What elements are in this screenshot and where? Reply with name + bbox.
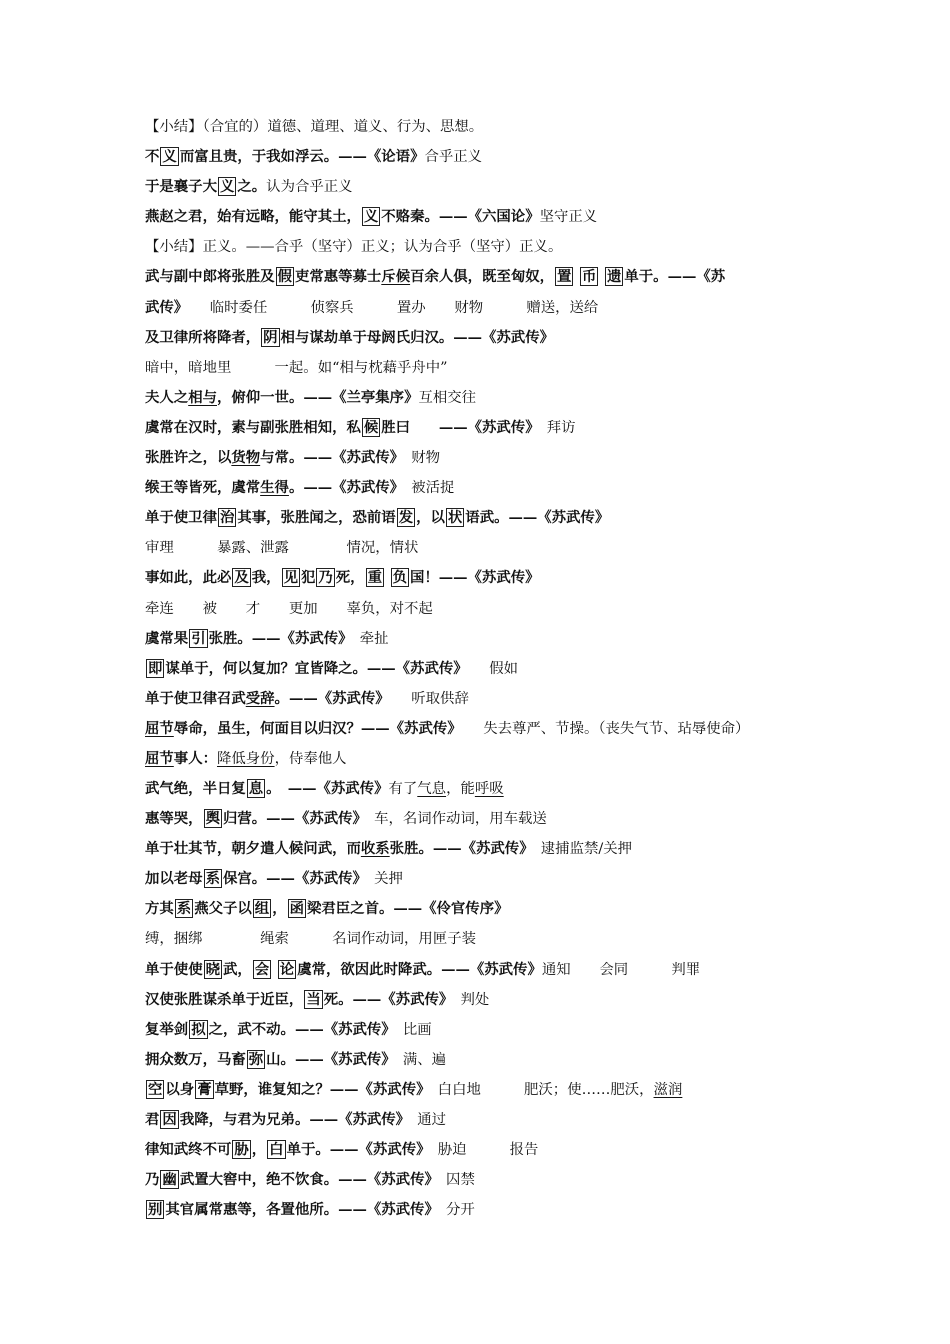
text-line xyxy=(145,714,820,744)
text-line xyxy=(145,112,820,142)
text-segment: 认为合乎正义 xyxy=(266,179,353,196)
text-segment: 失去尊严、节操。（丧失气节、玷辱使命） xyxy=(454,720,750,737)
text-segment xyxy=(272,962,277,978)
text-segment: 【小结】（合宜的）道德、道理、道义、行为、思想。 xyxy=(145,119,484,135)
text-segment xyxy=(574,269,579,285)
text-segment: 燕父子以 xyxy=(194,900,252,918)
underlined-phrase: 屈节 xyxy=(145,749,174,767)
text-segment: 其官属常惠等，各置他所。——《苏武传》 xyxy=(165,1201,432,1219)
text-line xyxy=(145,744,820,774)
text-segment: 单于壮其节，朝夕遣人候问武，而 xyxy=(145,840,361,858)
text-line xyxy=(145,654,820,684)
boxed-keyword: 及 xyxy=(234,569,249,587)
underlined-phrase: 斥候 xyxy=(381,268,411,286)
boxed-keyword: 系 xyxy=(205,870,220,888)
boxed-keyword: 息 xyxy=(248,779,264,797)
boxed-keyword: 阴 xyxy=(263,328,278,346)
text-segment: 假如 xyxy=(460,660,518,677)
text-segment: 牵连 被 才 更加 辜负，对不起 xyxy=(145,600,433,617)
text-line xyxy=(145,1135,820,1165)
boxed-keyword: 因 xyxy=(162,1111,177,1128)
boxed-keyword: 义 xyxy=(162,148,177,166)
text-line xyxy=(145,1195,820,1225)
underlined-phrase: 气息 xyxy=(417,780,447,797)
text-segment: 坚守正义 xyxy=(539,209,598,226)
text-line xyxy=(145,594,820,624)
underlined-phrase: 降低身份 xyxy=(216,750,275,767)
boxed-keyword: 置 xyxy=(557,268,572,286)
text-line xyxy=(145,924,820,954)
text-segment: 通知 会同 判罪 xyxy=(541,961,701,978)
text-segment: 财物 xyxy=(396,450,441,467)
text-segment: 胜曰 ——《苏武传》 xyxy=(381,418,533,436)
text-line xyxy=(145,1105,820,1135)
boxed-keyword: 系 xyxy=(176,900,192,918)
text-segment: 于是襄子大 xyxy=(145,178,217,196)
text-segment: 我， xyxy=(251,569,281,587)
text-segment: 合乎正义 xyxy=(424,149,483,166)
text-segment: 我降，与君为兄弟。——《苏武传》 xyxy=(179,1111,403,1128)
boxed-keyword: 膏 xyxy=(197,1080,212,1098)
text-line xyxy=(145,985,820,1015)
text-segment: 张胜。——《苏武传》 xyxy=(389,840,527,858)
text-segment: 互相交往 xyxy=(418,389,477,406)
boxed-keyword: 即 xyxy=(148,659,163,677)
text-segment: 虞常果 xyxy=(145,629,189,647)
text-segment: 律知武终不可 xyxy=(145,1141,232,1159)
boxed-keyword: 组 xyxy=(254,900,270,918)
text-line xyxy=(145,1015,820,1045)
text-segment: 及卫律所将降者， xyxy=(145,328,261,346)
text-segment: 山。——《苏武传》 xyxy=(266,1050,389,1068)
text-segment: 临时委任 侦察兵 置办 财物 赠送，送给 xyxy=(180,299,599,316)
text-segment: 燕赵之君，始有远略，能守其土， xyxy=(145,208,361,226)
text-segment: 有了 xyxy=(388,780,418,797)
text-segment: 满、遍 xyxy=(388,1051,447,1068)
text-line xyxy=(145,894,820,924)
boxed-keyword: 幽 xyxy=(162,1171,177,1189)
text-segment: 虞常，欲因此时降武。——《苏武传》 xyxy=(297,960,542,978)
text-segment: 而富且贵，于我如浮云。——《论语》 xyxy=(179,148,425,166)
text-segment: 武传》 xyxy=(145,298,181,316)
underlined-phrase: 呼吸 xyxy=(474,780,504,797)
text-line xyxy=(145,834,820,864)
text-segment: 事人： xyxy=(173,749,217,767)
boxed-keyword: 晓 xyxy=(205,960,220,978)
text-segment: 归营。——《苏武传》 xyxy=(222,810,360,828)
text-segment: 国！——《苏武传》 xyxy=(409,569,540,587)
text-line xyxy=(145,473,820,503)
text-segment: 百余人俱，既至匈奴， xyxy=(410,268,555,286)
document-body xyxy=(145,112,820,1225)
text-segment: 语武。——《苏武传》 xyxy=(465,509,610,527)
boxed-keyword: 负 xyxy=(392,569,407,587)
boxed-keyword: 候 xyxy=(363,418,379,436)
text-segment: 武置大窖中，绝不饮食。——《苏武传》 xyxy=(179,1171,432,1189)
text-segment: ，俯仰一世。——《兰亭集序》 xyxy=(216,388,419,406)
text-line xyxy=(145,804,820,834)
text-segment: 死， xyxy=(335,569,365,587)
text-segment: 之。 xyxy=(237,178,267,196)
text-segment: 武与副中郎将张胜及 xyxy=(145,268,275,286)
text-segment: 相与谋劫单于母阏氏归汉。——《苏武传》 xyxy=(280,328,554,346)
text-segment: 被活捉 xyxy=(396,480,455,497)
underlined-phrase: 生得 xyxy=(260,479,289,497)
text-segment: 单于使卫律召武 xyxy=(145,689,246,707)
text-segment: 事如此，此必 xyxy=(145,569,232,587)
text-segment: 。——《苏武传》 xyxy=(288,479,397,497)
text-segment: 缚，捆绑 绳索 名词作动词，用匣子装 xyxy=(145,931,476,948)
boxed-keyword: 当 xyxy=(306,990,321,1008)
boxed-keyword: 假 xyxy=(277,268,292,286)
text-segment: 。 ——《苏武传》 xyxy=(266,779,389,797)
boxed-keyword: 乃 xyxy=(318,569,333,587)
underlined-phrase: 货物 xyxy=(231,449,261,467)
text-line xyxy=(145,1165,820,1195)
text-segment: 【小结】正义。——合乎（坚守）正义；认为合乎（坚守）正义。 xyxy=(145,239,563,256)
text-segment: 武， xyxy=(223,960,252,978)
text-segment: 张胜许之，以 xyxy=(145,449,232,467)
text-segment: 车，名词作动词，用车载送 xyxy=(359,811,547,828)
text-segment: 。——《苏武传》 xyxy=(274,689,383,707)
text-segment: 通过 xyxy=(402,1112,447,1128)
text-line xyxy=(145,262,820,292)
text-segment: 暗中，暗地里 一起。如“相与枕藉乎舟中” xyxy=(145,359,448,376)
boxed-keyword: 治 xyxy=(219,509,235,527)
text-segment: 之，武不动。——《苏武传》 xyxy=(208,1020,389,1038)
text-segment: 以身 xyxy=(165,1080,195,1098)
text-segment xyxy=(385,570,390,586)
text-segment: 惠等哭， xyxy=(145,810,203,828)
text-line xyxy=(145,202,820,232)
text-segment: ， xyxy=(272,900,287,918)
text-segment: 缑王等皆死，虞常 xyxy=(145,479,261,497)
underlined-phrase: 相与 xyxy=(188,388,217,406)
text-segment xyxy=(599,269,604,285)
text-segment: 武气绝，半日复 xyxy=(145,779,246,797)
text-segment: 草野，谁复知之？——《苏武传》 xyxy=(214,1080,424,1098)
text-segment: 吏常惠等募士 xyxy=(294,268,382,286)
text-line xyxy=(145,624,820,654)
text-line xyxy=(145,353,820,383)
text-segment: 君 xyxy=(145,1111,160,1128)
text-segment: 判处 xyxy=(446,991,490,1008)
text-segment: 张胜。——《苏武传》 xyxy=(208,629,346,647)
text-segment: 白白地 肥沃；使……肥沃， xyxy=(423,1081,654,1098)
boxed-keyword: 论 xyxy=(279,960,295,978)
text-segment: 拥众数万，马畜 xyxy=(145,1050,246,1068)
boxed-keyword: 币 xyxy=(582,268,597,286)
text-segment: 乃 xyxy=(145,1171,160,1189)
text-line xyxy=(145,563,820,593)
text-segment: 牵扯 xyxy=(345,630,389,647)
text-line xyxy=(145,172,820,202)
text-line xyxy=(145,955,820,985)
text-line xyxy=(145,443,820,473)
text-segment: ，以 xyxy=(416,509,445,527)
boxed-keyword: 舆 xyxy=(205,810,220,828)
boxed-keyword: 状 xyxy=(447,509,463,527)
text-segment: 方其 xyxy=(145,900,174,918)
boxed-keyword: 遗 xyxy=(606,268,622,286)
underlined-phrase: 收系 xyxy=(360,840,390,858)
text-segment: 汉使张胜谋杀单于近臣， xyxy=(145,990,304,1008)
text-segment: 比画 xyxy=(388,1021,432,1038)
text-segment: 保宫。——《苏武传》 xyxy=(222,870,360,888)
text-line xyxy=(145,684,820,714)
text-line xyxy=(145,293,820,323)
text-segment: 死。——《苏武传》 xyxy=(323,990,447,1008)
text-segment: 单于。——《苏 xyxy=(624,268,726,286)
text-segment: 囚禁 xyxy=(431,1172,475,1189)
boxed-keyword: 引 xyxy=(191,629,206,647)
text-line xyxy=(145,864,820,894)
boxed-keyword: 空 xyxy=(148,1080,163,1098)
boxed-keyword: 别 xyxy=(148,1201,163,1219)
boxed-keyword: 重 xyxy=(367,569,382,587)
text-line xyxy=(145,1075,820,1105)
text-segment: 犯 xyxy=(300,569,316,587)
text-segment: 其事，张胜闻之，恐前语 xyxy=(237,509,396,527)
boxed-keyword: 胁 xyxy=(234,1141,249,1159)
text-segment: 复举剑 xyxy=(145,1020,189,1038)
text-segment: 分开 xyxy=(431,1202,475,1219)
text-segment: 拜访 xyxy=(532,419,576,436)
text-segment: 夫人之 xyxy=(145,388,189,406)
boxed-keyword: 发 xyxy=(398,509,414,527)
text-line xyxy=(145,232,820,262)
boxed-keyword: 义 xyxy=(363,208,379,226)
text-segment: 听取供辞 xyxy=(382,690,469,707)
text-segment: 不赂秦。——《六国论》 xyxy=(381,208,540,226)
text-line xyxy=(145,413,820,443)
text-segment: 逮捕监禁/关押 xyxy=(526,841,632,858)
text-line xyxy=(145,533,820,563)
text-segment: 单于。——《苏武传》 xyxy=(286,1141,424,1159)
text-line xyxy=(145,1045,820,1075)
text-segment: 虞常在汉时，素与副张胜相知，私 xyxy=(145,418,361,436)
underlined-phrase: 滋润 xyxy=(653,1081,683,1098)
underlined-phrase: 受辞 xyxy=(245,689,275,707)
boxed-keyword: 拟 xyxy=(191,1020,206,1038)
text-segment: 梁君臣之首。——《伶官传序》 xyxy=(307,900,509,918)
text-segment: 审理 暴露、泄露 情况，情状 xyxy=(145,540,419,557)
text-segment: 与常。——《苏武传》 xyxy=(260,449,397,467)
text-line xyxy=(145,503,820,533)
text-segment: 胁迫 报告 xyxy=(423,1142,539,1159)
underlined-phrase: 屈节 xyxy=(145,719,174,737)
text-segment: ，能 xyxy=(446,780,475,797)
text-segment: 使 xyxy=(188,960,203,978)
text-segment: 不 xyxy=(145,148,160,166)
text-line xyxy=(145,142,820,172)
boxed-keyword: 见 xyxy=(283,569,298,587)
text-segment: 关押 xyxy=(359,871,403,888)
text-segment: 单于使 xyxy=(145,960,189,978)
text-segment: ， xyxy=(251,1141,267,1159)
text-line xyxy=(145,774,820,804)
text-segment: 谋单于，何以复加？宜皆降之。——《苏武传》 xyxy=(165,659,461,677)
text-segment: 加以老母 xyxy=(145,870,203,888)
boxed-keyword: 弥 xyxy=(248,1050,264,1068)
boxed-keyword: 白 xyxy=(269,1141,284,1159)
text-segment: 辱命，虽生，何面目以归汉？——《苏武传》 xyxy=(173,719,455,737)
text-segment: 单于使卫律 xyxy=(145,509,217,527)
text-segment: ，侍奉他人 xyxy=(274,750,347,767)
text-line xyxy=(145,383,820,413)
text-line xyxy=(145,323,820,353)
boxed-keyword: 函 xyxy=(289,900,304,918)
boxed-keyword: 义 xyxy=(219,178,235,196)
boxed-keyword: 会 xyxy=(254,960,270,978)
